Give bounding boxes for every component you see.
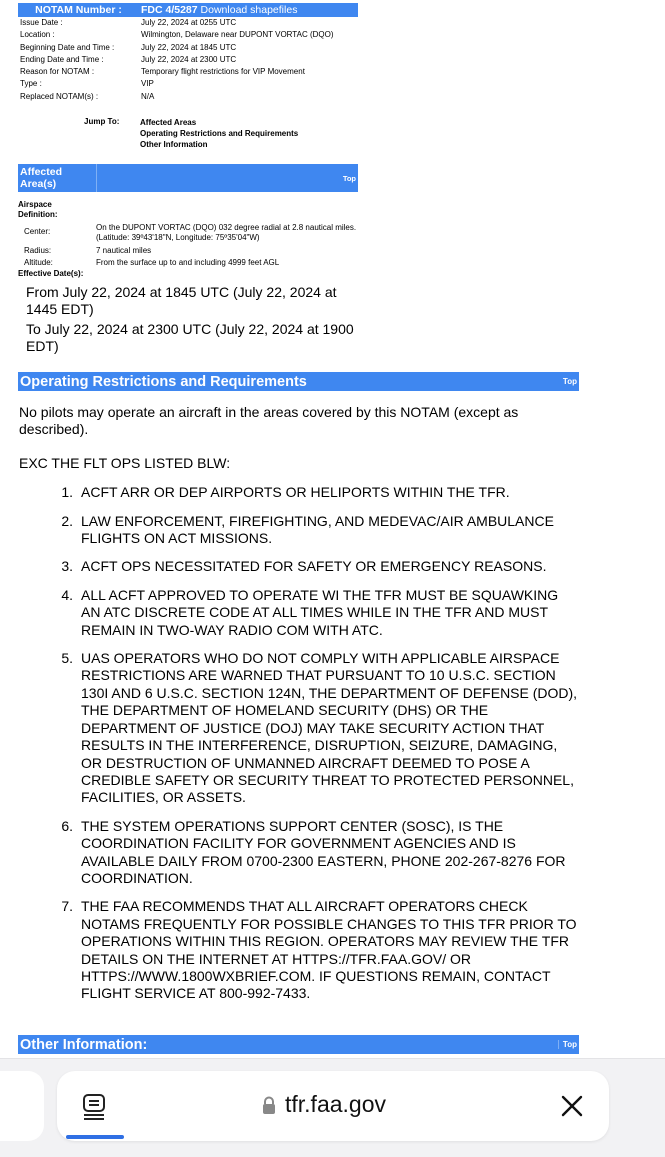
airspace-heading-1: Airspace <box>18 200 52 209</box>
airspace-definition <box>18 200 358 279</box>
affected-title-line1: Affected <box>20 166 63 178</box>
exceptions-list <box>19 484 579 1003</box>
notam-number-label: NOTAM Number : <box>35 4 122 16</box>
url-text[interactable]: tfr.faa.gov <box>285 1091 387 1117</box>
operating-top-link[interactable]: Top <box>562 377 577 386</box>
field-beginning-date: Beginning Date and Time : July 22, 2024 at 1845 UTC <box>20 42 237 52</box>
list-item: 6. THE SYSTEM OPERATIONS SUPPORT CENTER (SOSC), IS THE COORDINATION FACILITY FOR GOVERNMENT AGENCIES AND IS AVAILABLE DAILY FROM 0700-2300 EASTERN, PHONE 202-267-8276 FOR COORDINATION. <box>61 817 566 886</box>
altitude-key: Altitude: <box>24 258 53 267</box>
operating-restrictions-header <box>18 372 579 391</box>
other-information-title: Other Information: <box>20 1036 148 1053</box>
affected-title-line2: Area(s) <box>20 178 57 190</box>
jump-link-affected-areas[interactable]: Affected Areas <box>140 118 197 127</box>
radius-value: 7 nautical miles <box>96 246 152 255</box>
previous-tab-stub[interactable] <box>0 1071 44 1141</box>
list-item: 5. UAS OPERATORS WHO DO NOT COMPLY WITH APPLICABLE AIRSPACE RESTRICTIONS ARE WARNED THAT PURSUANT TO 10 U.S.C. SECTION 130I AND 6 U.S.C. SECTION 124N, THE DEPARTMENT OF DEFENSE (DOD), THE DEPARTMENT OF HOMELAND SECURITY (DHS) OR THE DEPARTMENT OF JUSTICE (DOJ) MAY TAKE SECURITY ACTION THAT RESULTS IN THE INTERFERENCE, DISRUPTION, SEIZURE, DAMAGING, OR DESTRUCTION OF UNMANNED AIRCRAFT DEEMED TO POSE A CREDIBLE SAFETY OR SECURITY THREAT TO PROTECTED PERSONNEL, FACILITIES, OR ASSETS. <box>61 650 578 806</box>
altitude-value: From the surface up to and including 4999 feet AGL <box>96 258 280 267</box>
list-item: 2. LAW ENFORCEMENT, FIREFIGHTING, AND MEDEVAC/AIR AMBULANCE FLIGHTS ON ACT MISSIONS. <box>61 512 554 547</box>
airspace-heading-2: Definition: <box>18 210 58 219</box>
list-item: 1. ACFT ARR OR DEP AIRPORTS OR HELIPORTS WITHIN THE TFR. <box>61 484 510 501</box>
effective-from: From July 22, 2024 at 1845 UTC (July 22, 2024 at 1445 EDT) <box>26 284 337 317</box>
field-replaced-notams: Replaced NOTAM(s) : N/A <box>20 91 155 101</box>
jump-link-other-information[interactable]: Other Information <box>140 140 208 149</box>
effective-dates <box>26 284 366 358</box>
field-location: Location : Wilmington, Delaware near DUPONT VORTAC (DQO) <box>20 30 334 40</box>
center-key: Center: <box>24 227 51 236</box>
notam-number-header <box>18 3 358 17</box>
radius-key: Radius: <box>24 246 52 255</box>
download-shapefiles-link[interactable]: Download shapefiles <box>200 4 298 16</box>
field-reason: Reason for NOTAM : Temporary flight restrictions for VIP Movement <box>20 67 305 77</box>
affected-areas-header <box>18 164 358 192</box>
operating-restrictions-body <box>19 404 579 1014</box>
field-ending-date: Ending Date and Time : July 22, 2024 at 2300 UTC <box>20 54 237 64</box>
notam-summary-table <box>18 3 358 103</box>
jump-to-label: Jump To: <box>84 117 120 126</box>
address-bar[interactable] <box>57 1071 609 1141</box>
ops-intro: No pilots may operate an aircraft in the areas covered by this NOTAM (except as described). <box>19 404 519 438</box>
exc-heading: EXC THE FLT OPS LISTED BLW: <box>19 454 231 471</box>
operating-restrictions-title: Operating Restrictions and Requirements <box>20 373 307 390</box>
list-item: 7. THE FAA RECOMMENDS THAT ALL AIRCRAFT OPERATORS CHECK NOTAMS FREQUENTLY FOR POSSIBLE CHANGES TO THIS TFR PRIOR TO OPERATIONS WITHIN THIS REGION. OPERATORS MAY REVIEW THE TFR DETAILS ON THE INTERNET AT HTTPS://TFR.FAA.GOV/ OR HTTPS://WWW.1800WXBRIEF.COM. IF QUESTIONS REMAIN, CONTACT FLIGHT SERVICE AT 800-992-7433. <box>61 898 577 1002</box>
close-icon[interactable] <box>561 1095 583 1117</box>
notam-number: FDC 4/5287 <box>141 4 198 16</box>
page-load-progress <box>66 1135 124 1139</box>
other-information-header <box>18 1035 579 1054</box>
affected-top-link[interactable]: Top <box>342 174 356 183</box>
reader-mode-icon[interactable] <box>81 1093 107 1121</box>
center-value: On the DUPONT VORTAC (DQO) 032 degree radial at 2.8 nautical miles. (Latitude: 39º43'18"N, Longitude: 75º35'04"W) <box>96 223 357 242</box>
list-item: 4. ALL ACFT APPROVED TO OPERATE WI THE TFR MUST BE SQUAWKING AN ATC DISCRETE CODE AT ALL TIMES WHILE IN THE TFR AND MUST REMAIN IN TWO-WAY RADIO COM WITH ATC. <box>61 586 559 638</box>
browser-toolbar <box>0 1058 665 1157</box>
list-item: 3. ACFT OPS NECESSITATED FOR SAFETY OR EMERGENCY REASONS. <box>61 558 547 575</box>
effective-to: To July 22, 2024 at 2300 UTC (July 22, 2024 at 1900 EDT) <box>26 321 354 354</box>
effective-dates-heading: Effective Date(s): <box>18 269 84 278</box>
field-issue-date: Issue Date : July 22, 2024 at 0255 UTC <box>20 18 237 27</box>
jump-link-operating-restrictions[interactable]: Operating Restrictions and Requirements <box>140 129 299 138</box>
lock-icon <box>262 1096 276 1115</box>
field-type: Type : VIP <box>20 79 154 89</box>
other-top-link[interactable]: Top <box>558 1040 579 1049</box>
